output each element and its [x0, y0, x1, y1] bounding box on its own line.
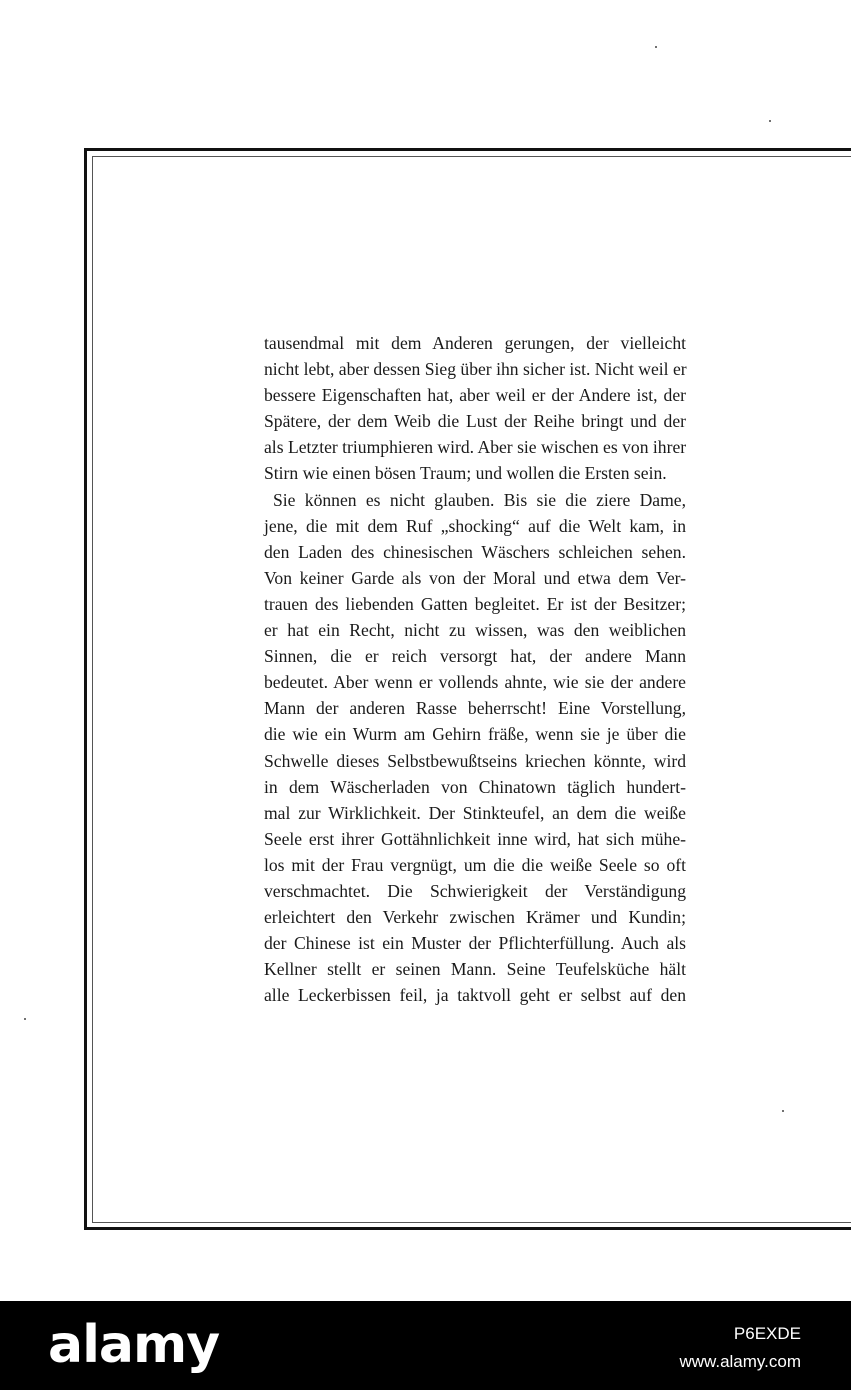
text-line: der Chinese ist ein Muster der Pflichterfüllung. Auch als [264, 933, 686, 954]
text-line: er hat ein Recht, nicht zu wissen, was den weiblichen [264, 620, 686, 641]
text-line: los mit der Frau vergnügt, um die die weiße Seele so oft [264, 854, 686, 875]
image-id: P6EXDE [733, 1324, 801, 1343]
alamy-logo: alamy [48, 1315, 220, 1375]
text-line: Stirn wie einen bösen Traum; und wollen die Ersten sein. [264, 463, 667, 484]
scan-speck [24, 1018, 26, 1020]
text-line: Schwelle dieses Selbstbewußtseins kriechen könnte, wird [264, 750, 686, 771]
text-line: erleichtert den Verkehr zwischen Krämer und Kundin; [264, 907, 686, 928]
scan-speck [782, 1110, 784, 1112]
text-line: bedeutet. Aber wenn er vollends ahnte, wie sie der andere [264, 672, 686, 693]
text-line: in dem Wäscherladen von Chinatown täglich hundert- [264, 776, 686, 797]
text-line: Von keiner Garde als von der Moral und etwa dem Ver- [264, 567, 686, 588]
text-line: jene, die mit dem Ruf „shocking“ auf die Welt kam, in [264, 515, 686, 536]
text-line: Spätere, der dem Weib die Lust der Reihe bringt und der [264, 411, 686, 432]
text-line: Seele erst ihrer Gottähnlichkeit inne wird, hat sich mühe- [264, 828, 686, 849]
text-line: nicht lebt, aber dessen Sieg über ihn sicher ist. Nicht weil er [264, 359, 687, 380]
scan-speck [769, 120, 771, 122]
text-line: tausendmal mit dem Anderen gerungen, der vielleicht [264, 333, 686, 353]
text-line: mal zur Wirklichkeit. Der Stinkteufel, an dem die weiße [264, 802, 686, 823]
inner-border-left [92, 156, 93, 1222]
text-line: Kellner stellt er seinen Mann. Seine Teufelsküche hält [264, 959, 686, 980]
text-line: als Letzter triumphieren wird. Aber sie wischen es von ihrer [264, 437, 687, 458]
inner-border-top [92, 156, 851, 157]
text-line: Sinnen, die er reich versorgt hat, der andere Mann [264, 646, 686, 667]
text-line: den Laden des chinesischen Wäschers schleichen sehen. [264, 541, 686, 562]
text-line: alle Leckerbissen feil, ja taktvoll geht er selbst auf den [264, 985, 686, 1006]
body-text [264, 330, 686, 1008]
text-line: Mann der anderen Rasse beherrscht! Eine Vorstellung, [264, 698, 686, 719]
scan-speck [655, 46, 657, 48]
inner-border-bottom [92, 1222, 851, 1223]
text-line: Sie können es nicht glauben. Bis sie die ziere Dame, [273, 489, 686, 510]
text-line: bessere Eigenschaften hat, aber weil er der Andere ist, der [264, 385, 686, 406]
text-line: verschmachtet. Die Schwierigkeit der Verständigung [264, 880, 686, 901]
text-line: trauen des liebenden Gatten begleitet. Er ist der Besitzer; [264, 593, 686, 614]
text-line: die wie ein Wurm am Gehirn fräße, wenn sie je über die [264, 724, 686, 745]
site-url: www.alamy.com [679, 1352, 801, 1371]
